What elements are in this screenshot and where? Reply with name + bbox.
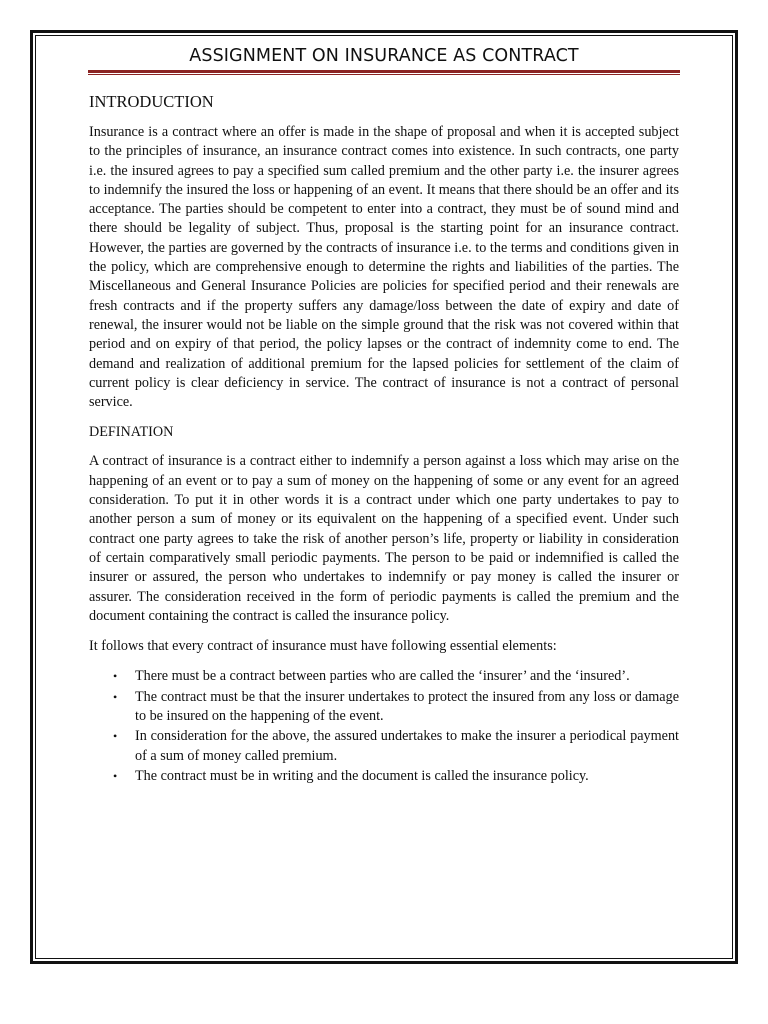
document-body (89, 92, 679, 787)
document-title: ASSIGNMENT ON INSURANCE AS CONTRACT (189, 46, 579, 66)
introduction-heading: INTRODUCTION (89, 92, 214, 111)
bullet-icon: • (113, 768, 118, 783)
bullet-icon: • (113, 689, 118, 704)
list-item-text: There must be a contract between parties who are called the ‘insurer’ and the ‘insured’. (135, 668, 630, 685)
definition-heading: DEFINATION (89, 424, 174, 441)
list-item (89, 688, 679, 727)
title-underline-thin (88, 74, 680, 75)
list-item (89, 767, 679, 786)
introduction-paragraph: Insurance is a contract where an offer is made in the shape of proposal and when it is accepted subject to the principles of insurance, an insurance contract comes into existence. In such contracts, one party i.e. the insured agrees to pay a specified sum called premium and the other party i.e. the insurer agrees to indemnify the insured the loss or happening of an event. It means that there should be an offer and its acceptance. The parties should be competent to enter into a contract, they must be of sound mind and there should be legality of subject. Thus, proposal is the starting point for an insurance contract. However, the parties are governed by the contracts of insurance i.e. to the terms and conditions given in the policy, which are comprehensive enough to determine the rights and liabilities of the parties. The Miscellaneous and General Insurance Policies are policies for specified period and their renewals are fresh contracts and if the property suffers any damage/loss between the date of expiry and date of renewal, the insurer would not be liable on the simple ground that the risk was not covered within that period and on expiry of that period, the policy lapses or the contract of indemnity come to end. The demand and realization of additional premium for the lapsed policies for settlement of the claim of current policy is clear deficiency in service. The contract of insurance is not a contract of personal service. (89, 124, 679, 411)
list-item-text: The contract must be that the insurer undertakes to protect the insured from any loss or damage to be insured on the happening of the event. (135, 688, 679, 725)
essential-elements-list (89, 667, 679, 786)
list-item (89, 667, 679, 686)
list-item-text: The contract must be in writing and the document is called the insurance policy. (135, 767, 589, 784)
elements-intro: It follows that every contract of insurance must have following essential elements: (89, 638, 557, 655)
bullet-icon: • (113, 729, 118, 744)
bullet-icon: • (113, 669, 118, 684)
list-item-text: In consideration for the above, the assured undertakes to make the insurer a periodical payment of a sum of money called premium. (135, 728, 679, 764)
list-item (89, 727, 679, 766)
definition-paragraph: A contract of insurance is a contract either to indemnify a person against a loss which may arise on the happening of an event or to pay a sum of money on the happening of some or any event for an agreed consideration. To put it in other words it is a contract under which one party undertakes to pay to another person a sum of money or its equivalent on the happening of a specified event. Under such contract one party agrees to take the risk of another person’s life, property or liability in consideration of certain comparatively small periodic payments. The person to be paid or indemnified is called the insurer or assured, the person who undertakes to indemnify or pay money is called the insurer or assurer. The consideration received in the form of periodic payments is called the premium and the document containing the contract is called the insurance policy. (89, 453, 679, 624)
title-underline-thick (88, 70, 680, 73)
